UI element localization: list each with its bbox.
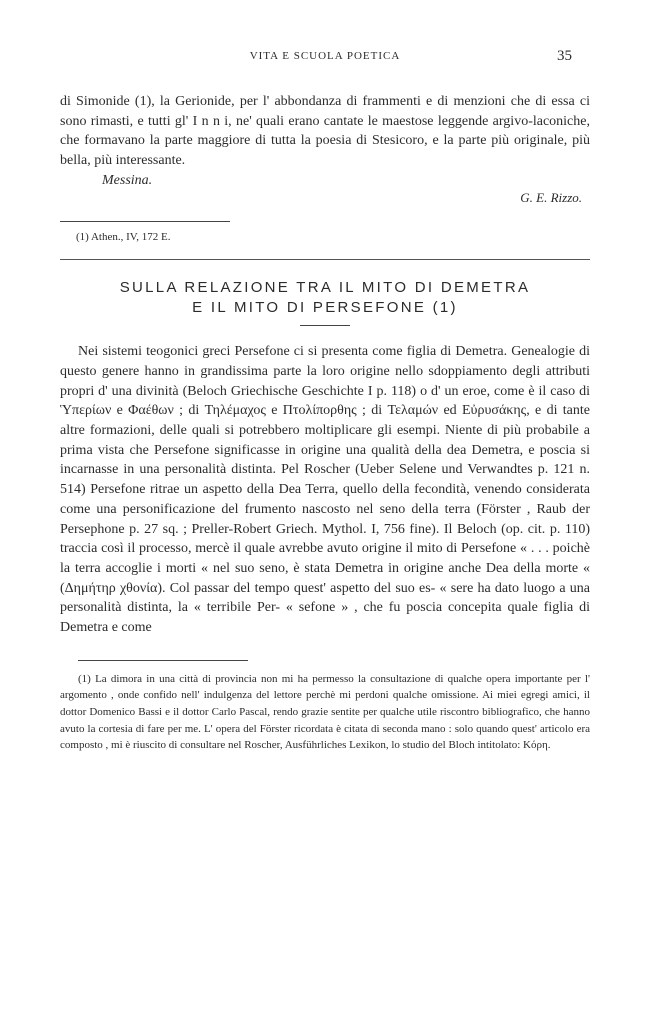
article-title-line-1: SULLA RELAZIONE TRA IL MITO DI DEMETRA (119, 279, 531, 297)
article-title (60, 278, 590, 318)
previous-article-paragraph: di Simonide (1), la Gerionide, per l' abbondanza di frammenti e di menzioni che di essa ci sono rimasti, e tutti gl' I n n i, ne' quali erano cantate le maestose leggende argivo-laconiche, che formavano la parte maggiore di tutta la poesia di Stesicoro, e la parte più originale, più bella, più interessante. (60, 94, 590, 169)
page-content (60, 92, 590, 754)
running-title: VITA E SCUOLA POETICA (249, 50, 401, 62)
footnote-divider (60, 221, 230, 222)
section-divider (60, 259, 590, 260)
article-body: Nei sistemi teogonici greci Persefone ci si presenta come figlia di Demetra. Genealogie di questo genere hanno in grandissima parte la loro origine nello sdoppiamento degli attributi propri d' una divinità (Beloch Griechische Geschichte I p. 118) o d' un eroe, come è il caso di Ὑπερίων e Φαέθων ; di Τηλέμαχος e Πτολίπορθης ; di Τελαμών ed Εὐρυσάκης, e di tante altre formazioni, delle quali si potrebbero moltiplicare gli esempi. Niente di più probabile a prima vista che Persefone significasse in origine una qualità della dea Demetra, e poscia si incarnasse in una personalità distinta. Pel Roscher (Ueber Selene und Verwandtes p. 121 n. 514) Persefone ritrae un aspetto della Dea Terra, quello della fecondità, venendo considerata come una personificazione del frumento nascosto nel seno della terra (Förster , Raub der Persephone p. 27 sq. ; Preller-Robert Griech. Mythol. I, 756 fine). Il Beloch (op. cit. p. 110) traccia così il processo, mercè il quale avrebbe avuto origine il mito di Persefone « . . . poichè la terra accoglie i morti « nel suo seno, è stata Demetra in origine anche Dea della morte « (Δημήτηρ χθονία). Col passar del tempo quest' aspetto del suo es- « sere ha dato luogo a una personalità distinta, la « terribile Per- « sefone » , che fu poscia concepita quale figlia di Demetra e come (60, 344, 590, 636)
article-footnote: (1) La dimora in una città di provincia non mi ha permesso la consultazione di qualche opera importante per l' argomento , onde confido nell' indulgenza del lettore perchè mi perdoni qualche omissione. Ai miei egregi amici, il dottor Domenico Bassi e il dottor Carlo Pascal, rendo grazie sentite per qualche utile riscontro bibliografico, che hanno avuto la cortesia di fare per me. L' opera del Förster ricordata è citata di seconda mano : solo quando quest' articolo era composto , mi è riuscito di consultare nel Roscher, Ausführliches Lexikon, lo studio del Bloch intitolato: Κόρη. (60, 672, 590, 752)
author-signature: G. E. Rizzo. (520, 189, 582, 205)
title-divider (300, 325, 350, 326)
article-title-line-2: E IL MITO DI PERSEFONE (1) (192, 299, 458, 317)
page-header (0, 50, 650, 70)
footnote-divider (78, 660, 248, 661)
article-place: Messina. (102, 172, 153, 188)
page-number: 35 (557, 48, 572, 64)
previous-footnote: (1) Athen., IV, 172 E. (76, 231, 171, 244)
